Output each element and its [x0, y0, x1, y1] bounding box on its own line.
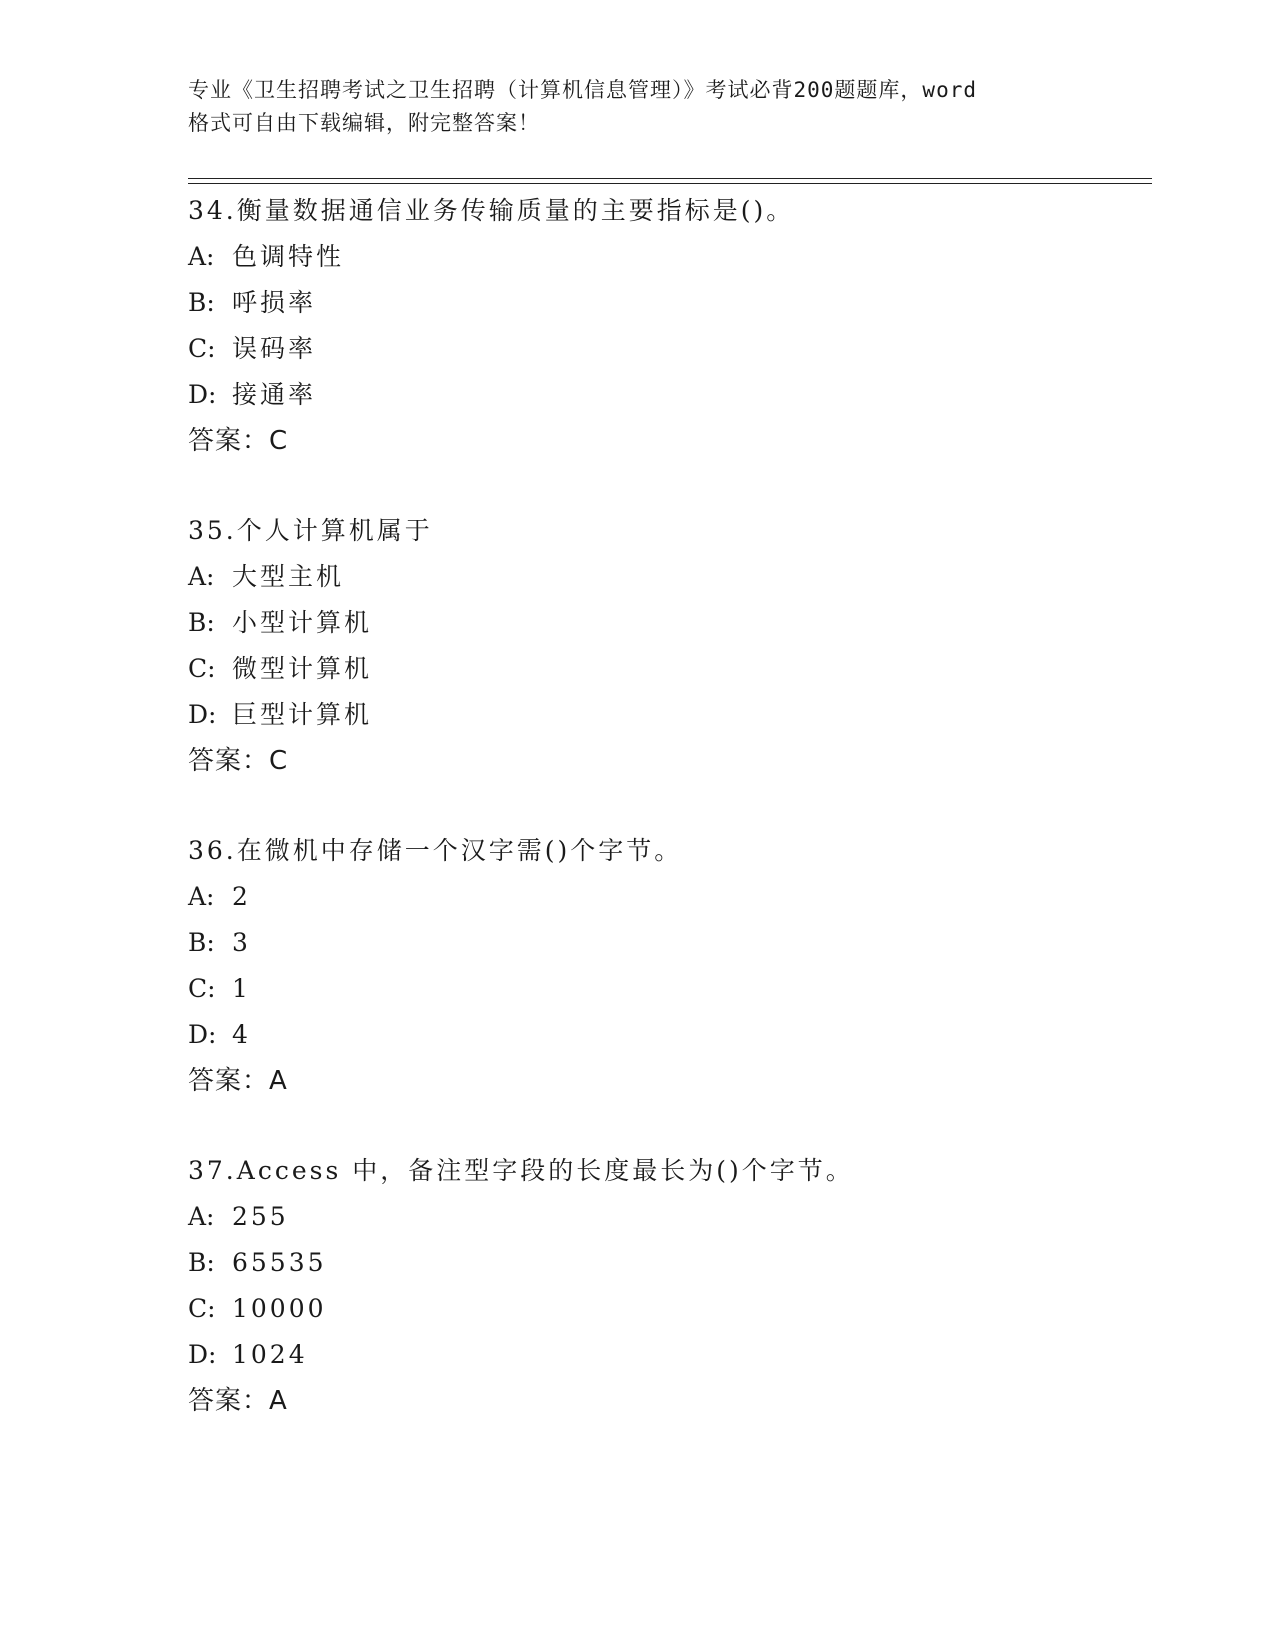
- option-letter: A:: [188, 562, 215, 591]
- option-letter: D:: [188, 1340, 217, 1369]
- option-a: [188, 1194, 1148, 1240]
- option-b: [188, 600, 1148, 646]
- option-text: 3: [232, 928, 251, 957]
- option-b: [188, 1240, 1148, 1286]
- option-text: 65535: [232, 1248, 327, 1277]
- question-stem: 34.衡量数据通信业务传输质量的主要指标是()。: [188, 196, 795, 225]
- option-letter: A:: [188, 1202, 215, 1231]
- option-text: 巨型计算机: [232, 700, 373, 729]
- option-text: 大型主机: [232, 562, 345, 591]
- question-34: [188, 188, 1148, 464]
- option-d: [188, 692, 1148, 738]
- option-text: 4: [232, 1020, 251, 1049]
- option-c: [188, 966, 1148, 1012]
- option-letter: C:: [188, 654, 216, 683]
- option-b: [188, 280, 1148, 326]
- option-text: 微型计算机: [232, 654, 373, 683]
- option-text: 255: [232, 1202, 289, 1231]
- option-letter: D:: [188, 380, 217, 409]
- question-35: [188, 508, 1148, 784]
- option-d: [188, 372, 1148, 418]
- option-a: [188, 554, 1148, 600]
- answer: 答案：A: [188, 1386, 288, 1416]
- option-text: 误码率: [232, 334, 317, 363]
- header-line-1: 专业《卫生招聘考试之卫生招聘（计算机信息管理）》考试必背200题题库，word: [188, 78, 977, 102]
- document-header: [188, 74, 1088, 140]
- divider-bottom: [188, 183, 1152, 184]
- question-stem: 36.在微机中存储一个汉字需()个字节。: [188, 836, 683, 865]
- header-line-2: 格式可自由下载编辑，附完整答案！: [188, 111, 540, 135]
- question-stem: 35.个人计算机属于: [188, 516, 433, 545]
- option-letter: C:: [188, 334, 216, 363]
- option-d: [188, 1332, 1148, 1378]
- option-text: 1024: [232, 1340, 308, 1369]
- option-b: [188, 920, 1148, 966]
- question-36: [188, 828, 1148, 1104]
- option-letter: C:: [188, 974, 216, 1003]
- option-d: [188, 1012, 1148, 1058]
- answer: 答案：A: [188, 1066, 288, 1096]
- answer: 答案：C: [188, 746, 289, 776]
- option-letter: D:: [188, 1020, 217, 1049]
- option-text: 10000: [232, 1294, 327, 1323]
- option-text: 2: [232, 882, 251, 911]
- option-letter: C:: [188, 1294, 216, 1323]
- option-letter: B:: [188, 928, 215, 957]
- question-stem: 37.Access 中，备注型字段的长度最长为()个字节。: [188, 1156, 854, 1185]
- option-text: 呼损率: [232, 288, 317, 317]
- option-c: [188, 326, 1148, 372]
- option-letter: B:: [188, 1248, 215, 1277]
- option-text: 接通率: [232, 380, 317, 409]
- option-letter: B:: [188, 288, 215, 317]
- option-letter: A:: [188, 242, 215, 271]
- option-a: [188, 234, 1148, 280]
- divider-top: [188, 178, 1152, 179]
- option-letter: A:: [188, 882, 215, 911]
- option-a: [188, 874, 1148, 920]
- question-37: [188, 1148, 1148, 1424]
- option-text: 1: [232, 974, 251, 1003]
- option-c: [188, 646, 1148, 692]
- option-text: 小型计算机: [232, 608, 373, 637]
- option-letter: B:: [188, 608, 215, 637]
- option-letter: D:: [188, 700, 217, 729]
- option-c: [188, 1286, 1148, 1332]
- answer: 答案：C: [188, 426, 289, 456]
- option-text: 色调特性: [232, 242, 345, 271]
